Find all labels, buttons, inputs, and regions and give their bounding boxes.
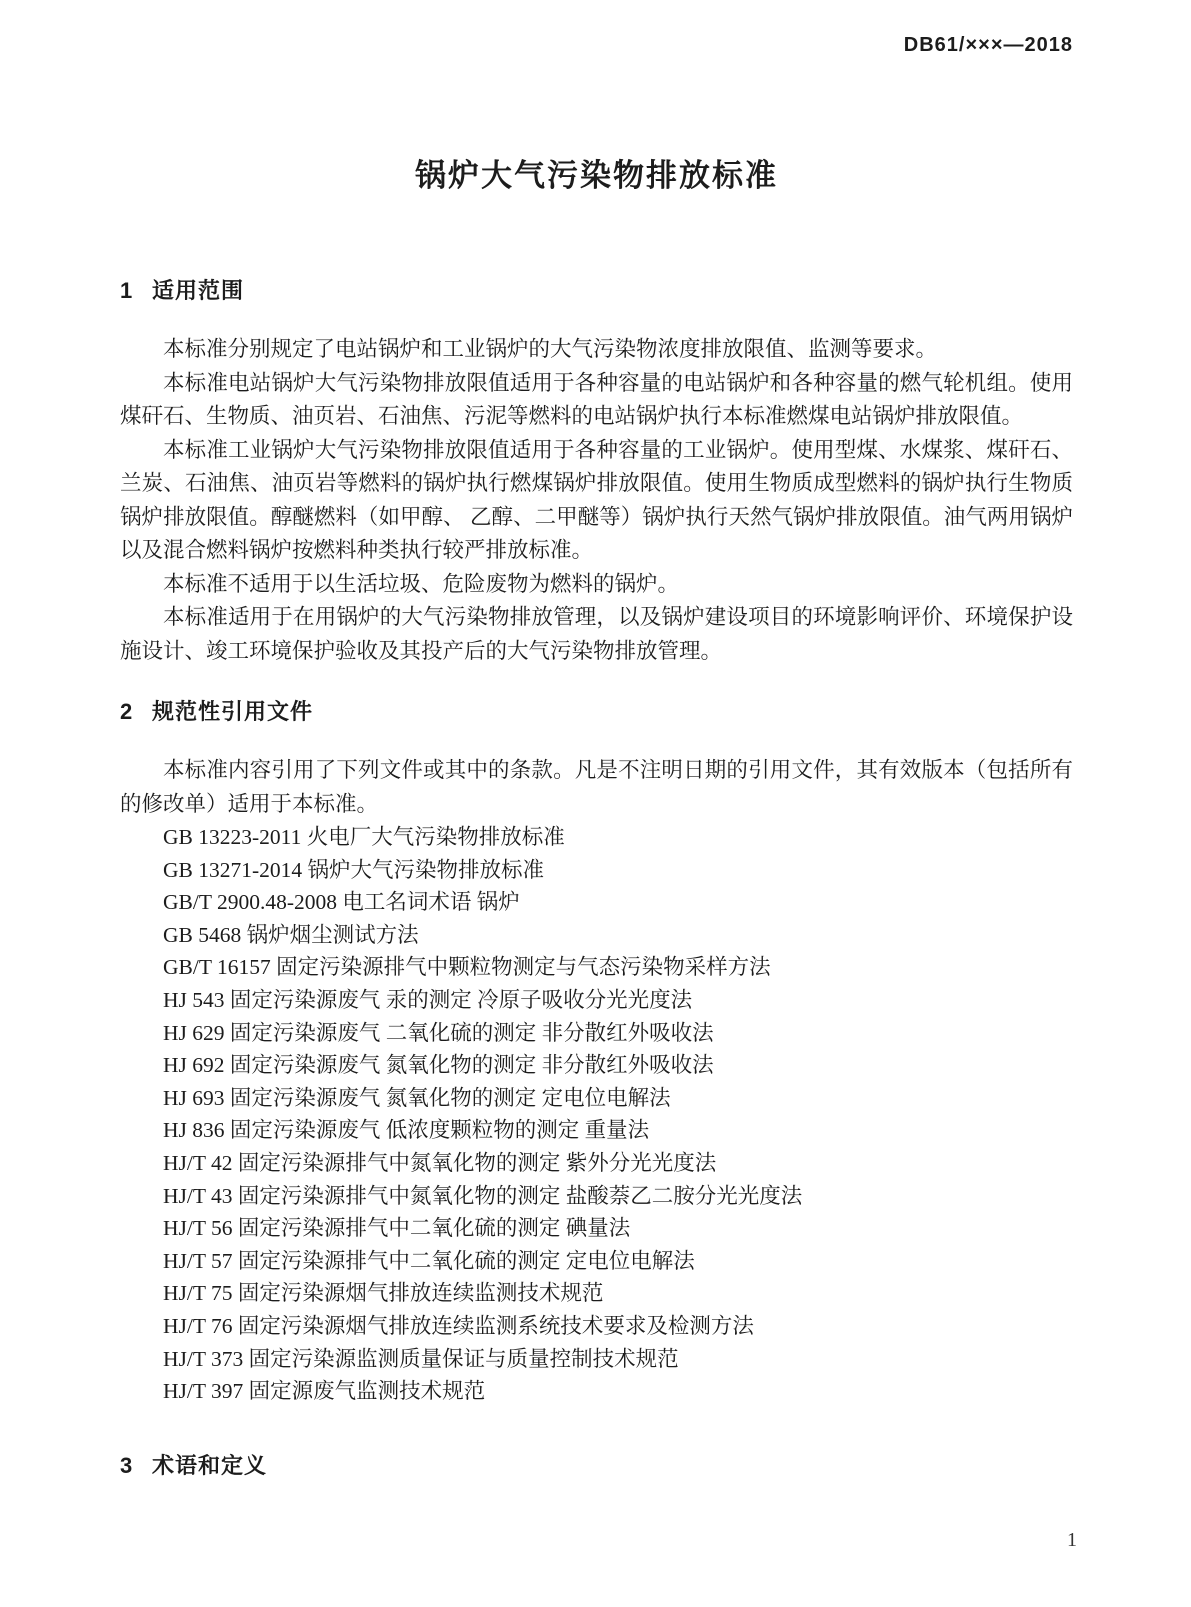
reference-item: GB 13271-2014 锅炉大气污染物排放标准 [163,857,545,882]
reference-item: HJ/T 57 固定污染源排气中二氧化硫的测定 定电位电解法 [163,1248,695,1273]
section-2-number: 2 [120,699,134,724]
reference-item: GB/T 2900.48-2008 电工名词术语 锅炉 [163,890,520,915]
reference-item: GB 13223-2011 火电厂大气污染物排放标准 [163,825,565,849]
scope-paragraph-5: 本标准适用于在用锅炉的大气污染物排放管理，以及锅炉建设项目的环境影响评价、环境保护设施设计、竣工环境保护验收及其投产后的大气污染物排放管理。 [120,605,1073,663]
scope-paragraph-4: 本标准不适用于以生活垃圾、危险废物为燃料的锅炉。 [163,571,680,596]
section-3-title: 术语和定义 [152,1452,268,1478]
reference-item: HJ/T 373 固定污染源监测质量保证与质量控制技术规范 [163,1346,679,1371]
scope-paragraph-1: 本标准分别规定了电站锅炉和工业锅炉的大气污染物浓度排放限值、监测等要求。 [163,337,938,361]
section-3-heading [120,1452,1073,1480]
section-2-heading [120,698,1073,726]
reference-item: HJ 836 固定污染源废气 低浓度颗粒物的测定 重量法 [163,1118,650,1143]
reference-item: HJ 692 固定污染源废气 氮氧化物的测定 非分散红外吸收法 [163,1053,714,1078]
section-1-number: 1 [120,278,134,303]
reference-item: HJ/T 42 固定污染源排气中氮氧化物的测定 紫外分光光度法 [163,1150,717,1175]
scope-paragraph-2: 本标准电站锅炉大气污染物排放限值适用于各种容量的电站锅炉和各种容量的燃气轮机组。使用煤矸石、生物质、油页岩、石油焦、污泥等燃料的电站锅炉执行本标准燃煤电站锅炉排放限值。 [120,370,1073,428]
normative-references-list [120,821,1073,1408]
doc-title: 锅炉大气污染物排放标准 [415,158,778,193]
section-2-title: 规范性引用文件 [152,699,314,724]
section-3-number: 3 [120,1452,134,1478]
doc-number: DB61/×××—2018 [903,34,1073,56]
doc-header [120,33,1073,57]
reference-item: HJ/T 56 固定污染源排气中二氧化硫的测定 碘量法 [163,1216,631,1241]
reference-item: GB 5468 锅炉烟尘测试方法 [163,922,419,947]
reference-item: HJ 629 固定污染源废气 二氧化硫的测定 非分散红外吸收法 [163,1020,714,1045]
reference-item: HJ/T 75 固定污染源烟气排放连续监测技术规范 [163,1281,604,1306]
references-intro-paragraph: 本标准内容引用了下列文件或其中的条款。凡是不注明日期的引用文件，其有效版本（包括所有的修改单）适用于本标准。 [120,758,1073,816]
page-number: 1 [1067,1529,1077,1551]
section-1-title: 适用范围 [152,278,245,303]
reference-item: HJ/T 76 固定污染源烟气排放连续监测系统技术要求及检测方法 [163,1313,754,1338]
reference-item: HJ/T 43 固定污染源排气中氮氧化物的测定 盐酸萘乙二胺分光光度法 [163,1183,803,1208]
reference-item: GB/T 16157 固定污染源排气中颗粒物测定与气态污染物采样方法 [163,955,771,980]
reference-item: HJ/T 397 固定源废气监测技术规范 [163,1379,486,1404]
reference-item: HJ 693 固定污染源废气 氮氧化物的测定 定电位电解法 [163,1085,671,1110]
section-1-heading [120,277,1073,305]
scope-paragraph-3: 本标准工业锅炉大气污染物排放限值适用于各种容量的工业锅炉。使用型煤、水煤浆、煤矸石、兰炭、石油焦、油页岩等燃料的锅炉执行燃煤锅炉排放限值。使用生物质成型燃料的锅炉执行生物质锅炉排放限值。醇醚燃料（如甲醇、 乙醇、二甲醚等）锅炉执行天然气锅炉排放限值。油气两用锅炉以及混合燃料锅炉按燃料种类执行较严排放标准。 [120,437,1073,562]
reference-item: HJ 543 固定污染源废气 汞的测定 冷原子吸收分光光度法 [163,987,693,1012]
